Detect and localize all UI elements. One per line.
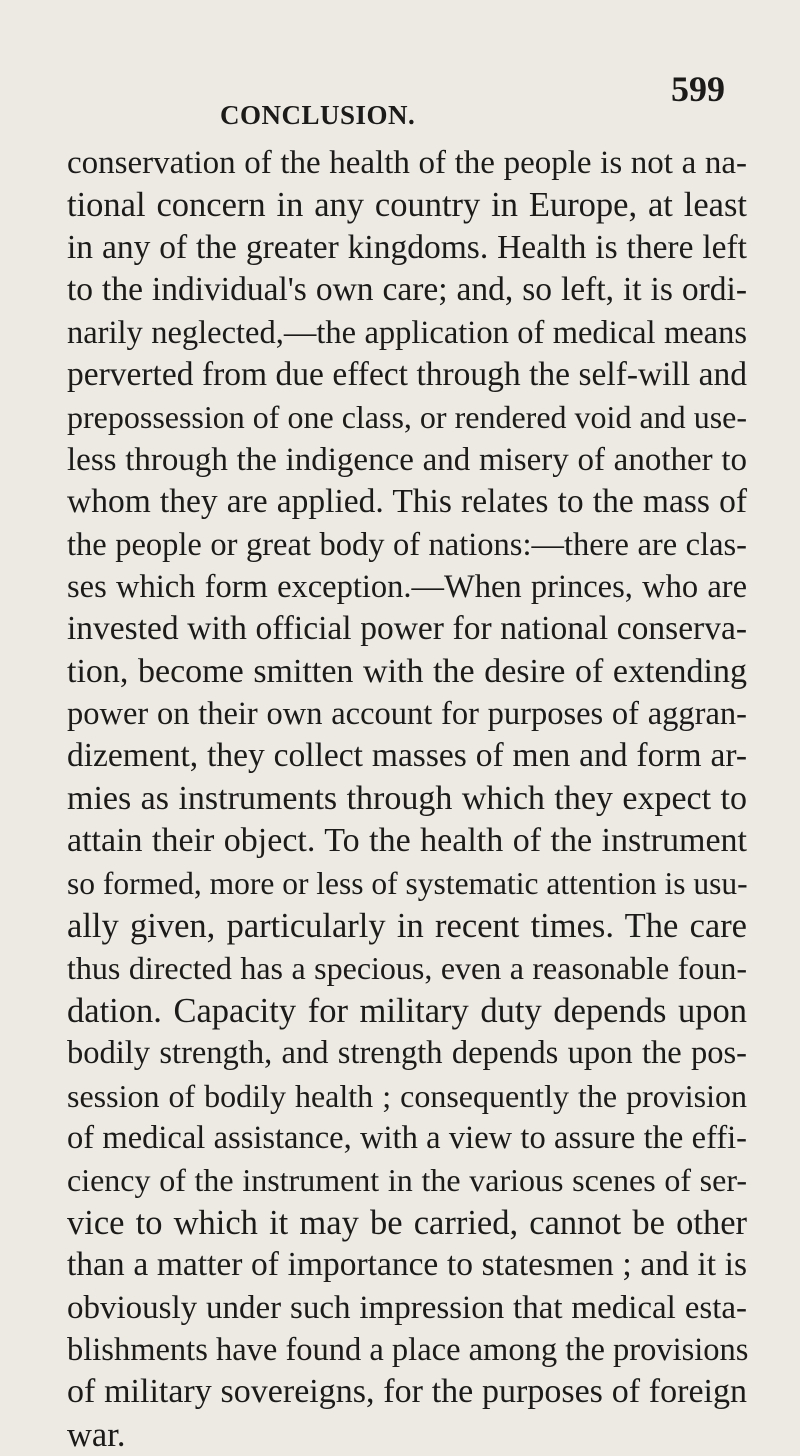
text-line: mies as instruments through which they expect to — [67, 779, 747, 817]
text-line: narily neglected,—the application of medical means — [67, 314, 747, 351]
text-line: to the individual's own care; and, so left, it is ordi- — [67, 271, 747, 309]
text-line: of medical assistance, with a view to assure the effi- — [67, 1119, 747, 1156]
text-line: ally given, particularly in recent times. The care — [67, 907, 747, 946]
text-line: in any of the greater kingdoms. Health is there left — [67, 228, 747, 266]
text-line: tion, become smitten with the desire of extending — [67, 652, 747, 690]
text-line: ses which form exception.—When princes, who are — [67, 568, 747, 605]
text-line: of military sovereigns, for the purposes of foreign — [67, 1373, 747, 1411]
running-title: CONCLUSION. — [220, 100, 416, 130]
text-line: so formed, more or less of systematic attention is usu- — [67, 865, 748, 901]
text-line: power on their own account for purposes of aggran- — [67, 696, 747, 733]
text-line: blishments have found a place among the provisions — [67, 1331, 749, 1368]
text-line: less through the indigence and misery of another to — [67, 441, 747, 478]
text-line: thus directed has a specious, even a reasonable foun- — [67, 950, 747, 987]
body-text — [67, 142, 747, 1456]
page-number: 599 — [671, 69, 725, 109]
text-line: invested with official power for national conserva- — [67, 610, 747, 648]
text-line: prepossession of one class, or rendered void and use- — [67, 399, 747, 436]
text-line: obviously under such impression that medical esta- — [67, 1289, 747, 1326]
text-line: dation. Capacity for military duty depends upon — [67, 991, 747, 1030]
text-line: session of bodily health ; consequently the provision — [67, 1077, 747, 1114]
text-line: whom they are applied. This relates to the mass of — [67, 483, 747, 521]
text-line: ciency of the instrument in the various scenes of ser- — [67, 1162, 747, 1199]
text-line: dizement, they collect masses of men and form ar- — [67, 737, 747, 775]
text-line: tional concern in any country in Europe, at least — [67, 186, 747, 225]
text-line: attain their object. To the health of the instrument — [67, 822, 747, 860]
text-line-last: war. — [67, 1415, 126, 1454]
text-line: conservation of the health of the people is not a na- — [67, 145, 747, 181]
text-line: perverted from due effect through the self-will and — [67, 355, 747, 393]
text-line: than a matter of importance to statesmen ; and it is — [67, 1246, 747, 1284]
text-line: vice to which it may be carried, cannot be other — [67, 1203, 747, 1242]
text-line: bodily strength, and strength depends upon the pos- — [67, 1035, 747, 1072]
text-line: the people or great body of nations:—there are clas- — [67, 526, 747, 563]
